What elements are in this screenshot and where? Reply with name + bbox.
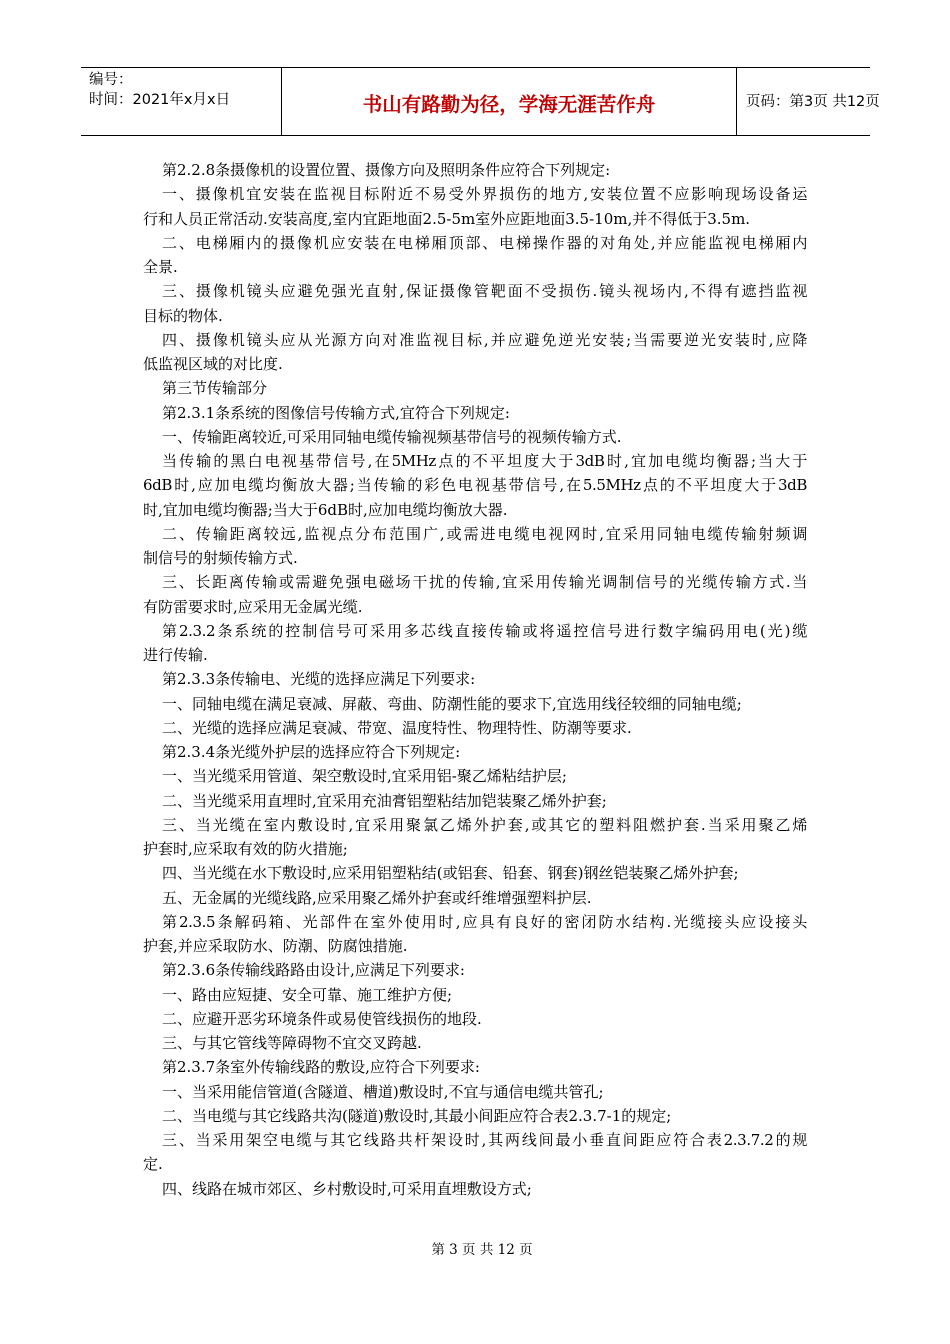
body-line: 全景.: [143, 258, 178, 276]
page-footer: 第 3 页 共 12 页: [431, 1242, 533, 1258]
body-line: 低监视区域的对比度.: [143, 355, 283, 373]
body-line: 三、摄像机镜头应避免强光直射,保证摄像管靶面不受损伤.镜头视场内,不得有遮挡监视: [162, 282, 807, 301]
body-line: 二、当电缆与其它线路共沟(隧道)敷设时,其最小间距应符合表2.3.7-1的规定;: [162, 1106, 672, 1125]
body-line: 制信号的射频传输方式.: [143, 549, 298, 567]
body-line: 二、光缆的选择应满足衰减、带宽、温度特性、物理特性、防潮等要求.: [162, 718, 632, 737]
body-line: 定.: [143, 1155, 163, 1174]
body-line: 第2.3.4条光缆外护层的选择应符合下列规定:: [162, 743, 461, 761]
body-line: 护套,并应采取防水、防潮、防腐蚀措施.: [143, 937, 408, 955]
document-number-label: 编号：: [89, 72, 133, 88]
body-line: 二、当光缆采用直埋时,宜采用充油膏铝塑粘结加铠装聚乙烯外护套;: [162, 791, 607, 810]
body-line: 一、当光缆采用管道、架空敷设时,宜采用铝-聚乙烯粘结护层;: [162, 767, 567, 786]
body-line: 6dB时,应加电缆均衡放大器;当传输的彩色电视基带信号,在5.5MHz点的不平坦度大于3dB: [143, 476, 807, 495]
body-line: 三、长距离传输或需避免强电磁场干扰的传输,宜采用传输光调制信号的光缆传输方式.当: [162, 573, 807, 592]
body-line: 第2.3.3条传输电、光缆的选择应满足下列要求:: [162, 670, 476, 689]
body-line: 当传输的黑白电视基带信号,在5MHz点的不平坦度大于3dB时,宜加电缆均衡器;当大于: [162, 452, 807, 470]
body-line: 第2.3.7条室外传输线路的敷设,应符合下列要求:: [162, 1058, 480, 1077]
body-line: 有防雷要求时,应采用无金属光缆.: [143, 597, 363, 616]
document-body: [143, 158, 807, 1201]
body-line: 一、当采用能信管道(含隧道、槽道)敷设时,不宜与通信电缆共管孔;: [162, 1082, 604, 1101]
body-line: 三、当采用架空电缆与其它线路共杆架设时,其两线间最小垂直间距应符合表2.3.7.2的规: [162, 1131, 807, 1149]
page-header: [81, 67, 880, 136]
body-line: 二、电梯厢内的摄像机应安装在电梯厢顶部、电梯操作器的对角处,并应能监视电梯厢内: [162, 233, 807, 252]
header-meta-cell: [81, 68, 281, 135]
body-line: 一、传输距离较近,可采用同轴电缆传输视频基带信号的视频传输方式.: [162, 427, 622, 446]
body-line: 第2.3.5条解码箱、光部件在室外使用时,应具有良好的密闭防水结构.光缆接头应设接头: [162, 912, 807, 931]
body-line: 第2.3.2条系统的控制信号可采用多芯线直接传输或将遥控信号进行数字编码用电(光)缆: [162, 621, 807, 640]
body-line: 第2.2.8条摄像机的设置位置、摄像方向及照明条件应符合下列规定:: [162, 161, 611, 179]
body-line: 时,宜加电缆均衡器;当大于6dB时,应加电缆均衡放大器.: [143, 500, 508, 519]
header-motto: 书山有路勤为径，学海无涯苦作舟: [362, 93, 656, 116]
body-line: 进行传输.: [143, 646, 208, 664]
body-line: 二、传输距离较远,监视点分布范围广,或需进电缆电视网时,宜采用同轴电缆传输射频调: [162, 524, 807, 543]
body-line: 一、同轴电缆在满足衰减、屏蔽、弯曲、防潮性能的要求下,宜选用线径较细的同轴电缆;: [162, 694, 742, 713]
body-line: 三、与其它管线等障碍物不宜交叉跨越.: [162, 1034, 422, 1052]
header-motto-cell: [281, 68, 737, 135]
body-line: 第三节传输部分: [162, 379, 268, 398]
body-line: 一、路由应短捷、安全可靠、施工维护方便;: [162, 985, 453, 1004]
body-line: 四、线路在城市郊区、乡村敷设时,可采用直埋敷设方式;: [162, 1179, 532, 1198]
body-line: 四、当光缆在水下敷设时,应采用铝塑粘结(或铝套、铅套、钢套)钢丝铠装聚乙烯外护套;: [162, 864, 739, 883]
body-line: 行和人员正常活动.安装高度,室内宜距地面2.5-5m室外应距地面3.5-10m,并不得低于3.5m.: [143, 209, 751, 228]
body-line: 护套时,应采取有效的防火措施;: [143, 840, 348, 858]
body-line: 目标的物体.: [143, 306, 223, 325]
body-line: 二、应避开恶劣环境条件或易使管线损伤的地段.: [162, 1009, 482, 1028]
body-line: 三、当光缆在室内敷设时,宜采用聚氯乙烯外护套,或其它的塑料阻燃护套.当采用聚乙烯: [162, 815, 807, 834]
header-page-info: 页码：第3页 共12页: [746, 94, 880, 110]
body-line: 四、摄像机镜头应从光源方向对准监视目标,并应避免逆光安装;当需要逆光安装时,应降: [162, 330, 807, 349]
document-time-label: 时间：2021年x月x日: [89, 92, 231, 108]
body-line: 第2.3.6条传输线路路由设计,应满足下列要求:: [162, 961, 465, 980]
body-line: 第2.3.1条系统的图像信号传输方式,宜符合下列规定:: [162, 403, 510, 422]
header-page-cell: [737, 68, 880, 135]
body-line: 五、无金属的光缆线路,应采用聚乙烯外护套或纤维增强塑料护层.: [162, 888, 592, 907]
body-line: 一、摄像机宜安装在监视目标附近不易受外界损伤的地方,安装位置不应影响现场设备运: [162, 185, 807, 204]
